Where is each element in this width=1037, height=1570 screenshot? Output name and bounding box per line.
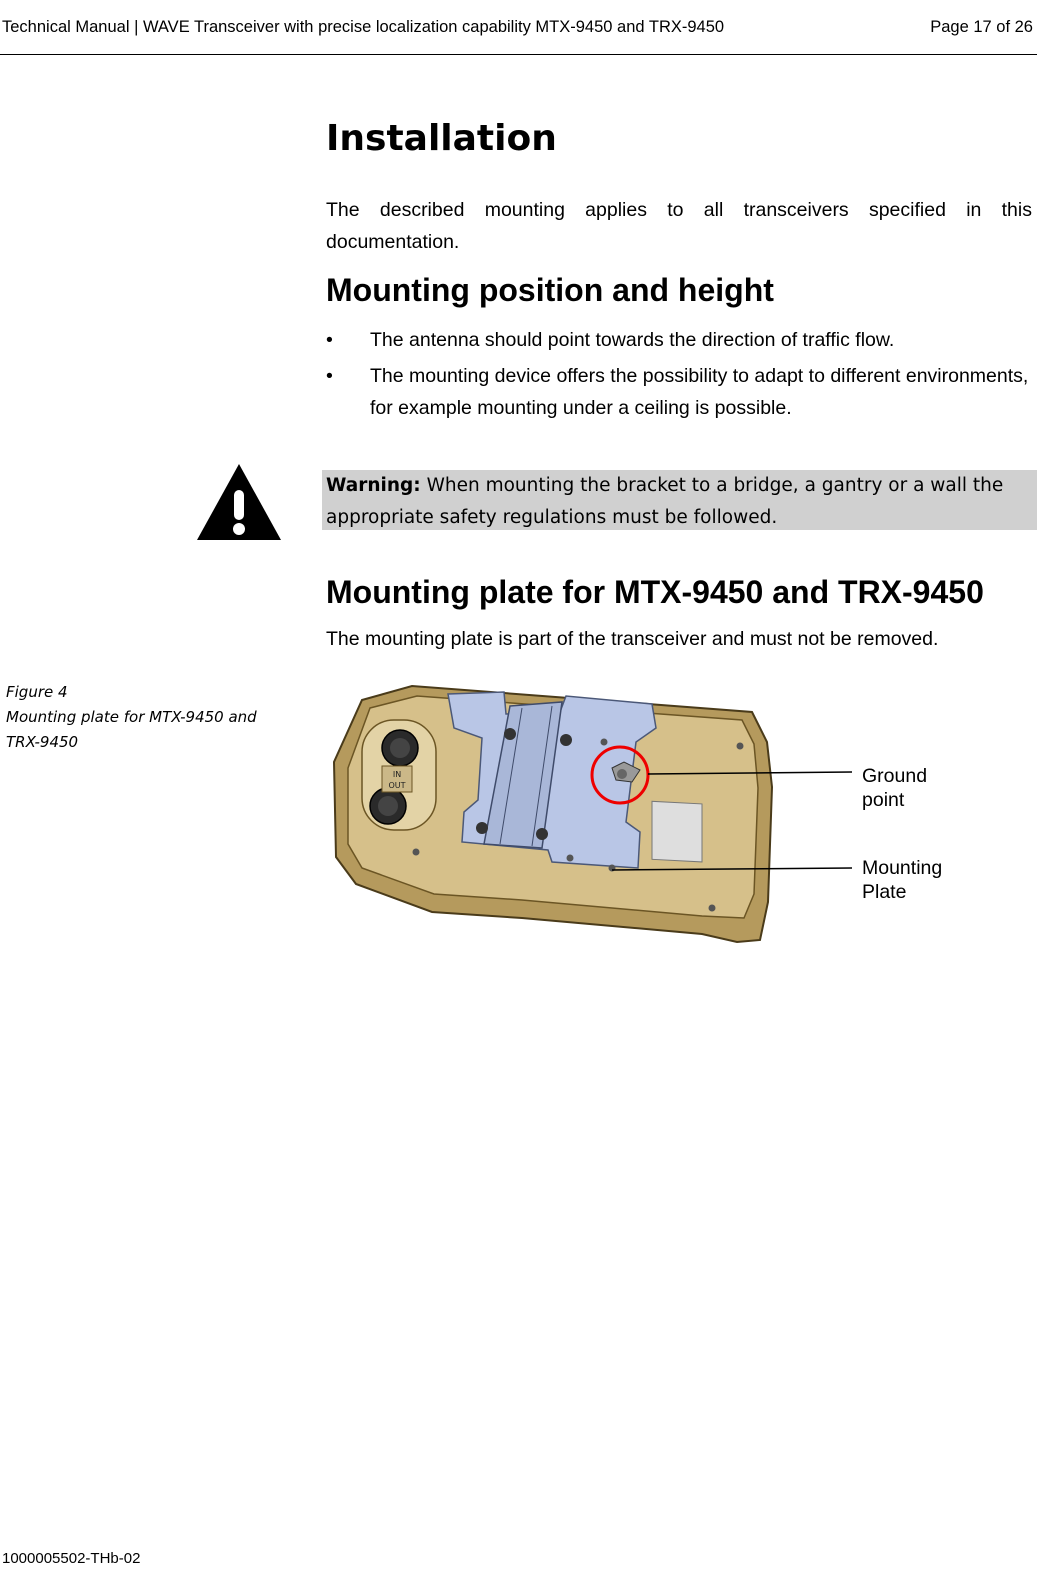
figure-number: Figure 4 bbox=[6, 683, 68, 701]
warning-label: Warning: bbox=[326, 475, 421, 496]
connector-label-out: OUT bbox=[388, 781, 406, 790]
page-number: Page 17 of 26 bbox=[930, 18, 1033, 36]
transceiver-illustration bbox=[322, 672, 962, 952]
intro-paragraph: The described mounting applies to all transceivers specified in this documentation. bbox=[326, 199, 1032, 253]
mounting-plate-text: The mounting plate is part of the transceiver and must not be removed. bbox=[326, 628, 939, 650]
warning-box bbox=[322, 470, 1037, 530]
mounting-plate-label: Mounting Plate bbox=[862, 857, 943, 903]
header-title: Technical Manual | WAVE Transceiver with precise localization capability MTX-9450 and TRX-9450 bbox=[2, 18, 725, 36]
list-item: • The mounting device offers the possibility to adapt to different environments, for example mounting under a ceiling is possible. bbox=[326, 360, 1032, 424]
mounting-position-list bbox=[326, 324, 1032, 428]
ground-point-label: Ground point bbox=[862, 765, 928, 811]
figure-caption bbox=[6, 680, 286, 755]
page-header bbox=[0, 0, 1037, 55]
mounting-plate-heading: Mounting plate for MTX-9450 and TRX-9450 bbox=[326, 574, 984, 610]
bullet-icon: • bbox=[326, 329, 333, 351]
section-title: Installation bbox=[326, 118, 557, 159]
mounting-plate-figure bbox=[322, 672, 962, 952]
mounting-position-heading: Mounting position and height bbox=[326, 272, 774, 308]
figure-caption-text: Mounting plate for MTX-9450 and TRX-9450 bbox=[6, 708, 257, 751]
warning-text: When mounting the bracket to a bridge, a gantry or a wall the appropriate safety regulations must be followed. bbox=[326, 475, 1004, 528]
list-item: • The antenna should point towards the direction of traffic flow. bbox=[326, 324, 1032, 356]
document-id: 1000005502-THb-02 bbox=[2, 1550, 141, 1567]
bullet-icon: • bbox=[326, 365, 333, 387]
warning-icon bbox=[195, 462, 283, 542]
connector-label-in: IN bbox=[392, 770, 402, 779]
